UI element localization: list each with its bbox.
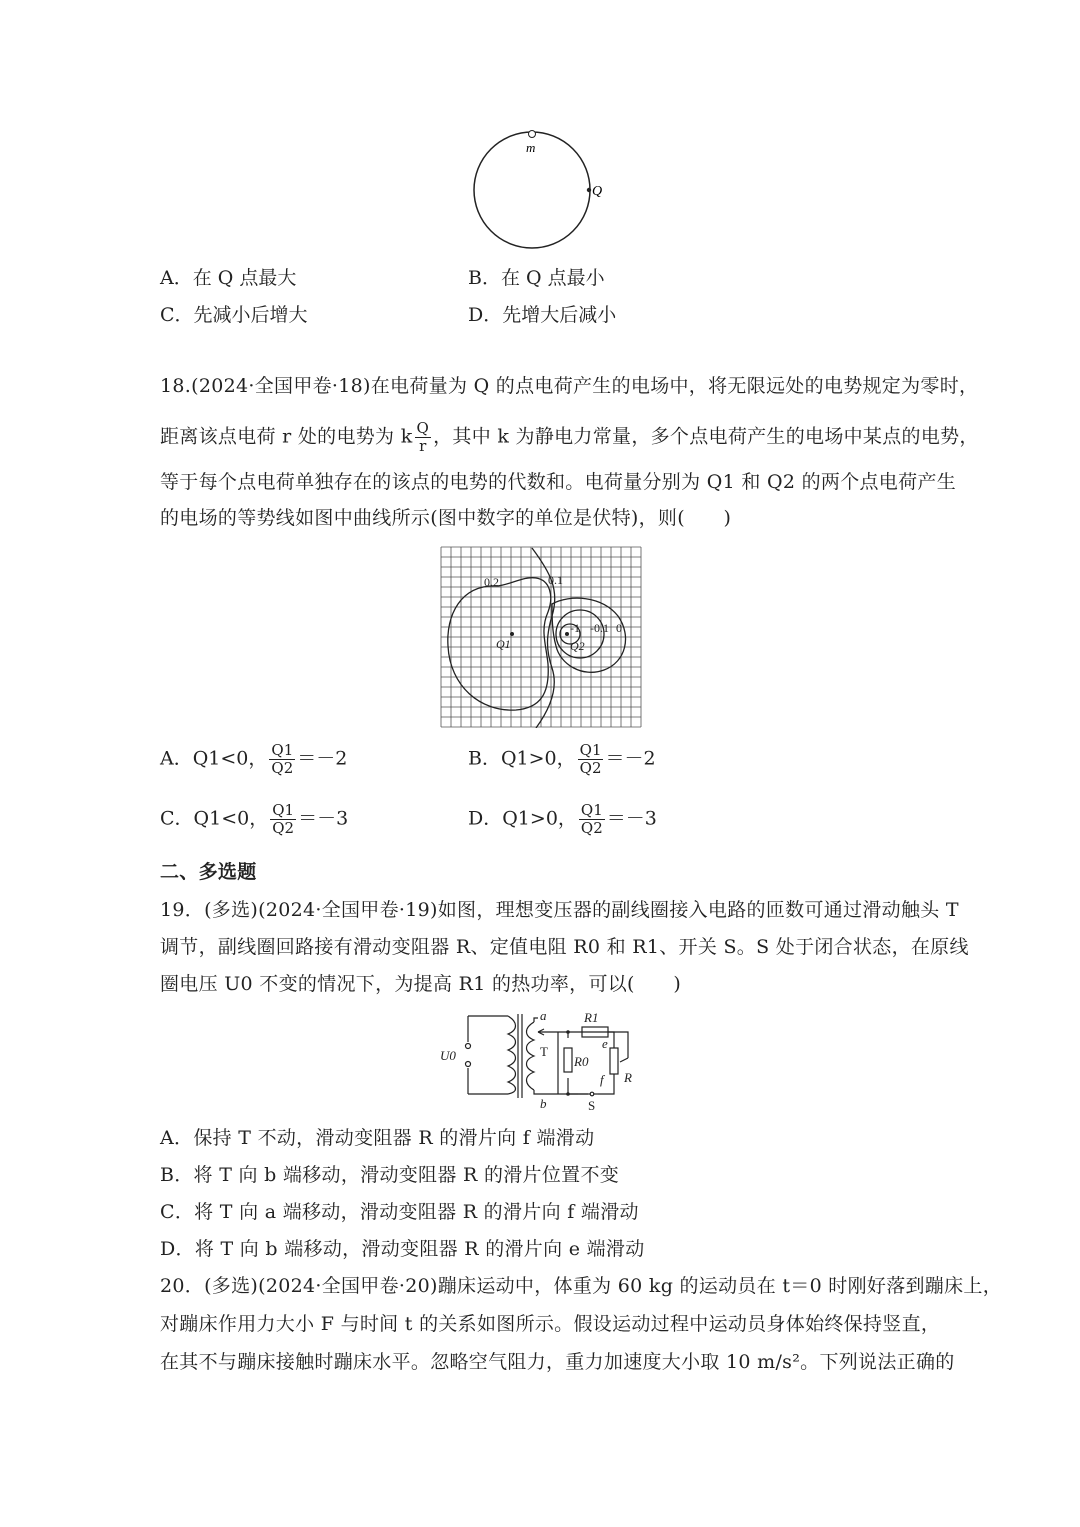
label-U0: U0	[440, 1048, 456, 1063]
q20-line-1: 20．(多选)(2024·全国甲卷·20)蹦床运动中，体重为 60 kg 的运动员在 t＝0 时刚好落到蹦床上，	[160, 1275, 1003, 1297]
q19-option-a[interactable]: A．保持 T 不动，滑动变阻器 R 的滑片向 f 端滑动	[160, 1127, 595, 1149]
q20-line-2: 对蹦床作用力大小 F 与时间 t 的关系如图所示。假设运动过程中运动员身体始终保持竖直，	[160, 1313, 941, 1335]
q18-c-pre: C．Q1<0，	[160, 807, 269, 830]
label-b: b	[540, 1096, 547, 1111]
q18-d-post: ＝－3	[606, 807, 657, 830]
primary-wire	[468, 1016, 508, 1094]
q18-d-frac	[579, 802, 605, 837]
label-a: a	[540, 1008, 547, 1023]
q18-a-pre: A．Q1<0，	[160, 747, 268, 770]
q18-option-b[interactable]	[468, 742, 656, 777]
q18-c-den: Q2	[272, 819, 295, 837]
q18-line-2	[160, 420, 979, 455]
primary-coil	[508, 1016, 516, 1094]
section-heading: 二、多选题	[160, 861, 257, 883]
q18-b-frac	[578, 742, 604, 777]
q18-b-pre: B．Q1>0，	[468, 747, 576, 770]
q17-option-d[interactable]: D．先增大后减小	[468, 304, 617, 326]
label-R1: R1	[584, 1010, 599, 1025]
q18-c-num: Q1	[272, 801, 295, 819]
label-m: m	[526, 140, 536, 155]
resistor-R	[610, 1048, 618, 1074]
q19-option-d[interactable]: D．将 T 向 b 端移动，滑动变阻器 R 的滑片向 e 端滑动	[160, 1238, 645, 1260]
frac-den: r	[419, 437, 427, 455]
q18-line-2b: ，其中 k 为静电力常量，多个点电荷产生的电场中某点的电势，	[433, 425, 979, 448]
q19-line-1: 19．(多选)(2024·全国甲卷·19)如图，理想变压器的副线圈接入电路的匝数可通过滑动触头 T	[160, 899, 959, 921]
q18-a-post: ＝－2	[297, 747, 348, 770]
label-f: f	[600, 1072, 604, 1087]
q18-line-1: 18.(2024·全国甲卷·18)在电荷量为 Q 的点电荷产生的电场中，将无限远处的电势规定为零时，	[160, 375, 979, 397]
label-0.2: 0.2	[484, 575, 499, 589]
core	[518, 1014, 522, 1098]
q18-fraction	[415, 420, 432, 455]
point-m	[529, 131, 536, 138]
transformer-circuit	[438, 1008, 648, 1116]
q17-option-a[interactable]: A．在 Q 点最大	[160, 267, 297, 289]
equipotential-0-right	[552, 598, 626, 672]
label-T: T	[540, 1044, 548, 1059]
grid	[441, 547, 641, 727]
label-0.1: 0.1	[548, 573, 563, 587]
q17-option-b[interactable]: B．在 Q 点最小	[468, 267, 605, 289]
q19-option-c[interactable]: C．将 T 向 a 端移动，滑动变阻器 R 的滑片向 f 端滑动	[160, 1201, 639, 1223]
q18-d-den: Q2	[580, 819, 603, 837]
q18-a-num: Q1	[271, 741, 294, 759]
resistor-R0	[564, 1048, 572, 1072]
circle-figure	[470, 128, 610, 254]
label-Q: Q	[592, 184, 603, 199]
q18-line-4: 的电场的等势线如图中曲线所示(图中数字的单位是伏特)，则( )	[160, 507, 732, 529]
q18-b-den: Q2	[579, 759, 602, 777]
secondary-coil	[527, 1022, 535, 1090]
q18-c-post: ＝－3	[298, 807, 349, 830]
q18-line-3: 等于每个点电荷单独存在的该点的电势的代数和。电荷量分别为 Q1 和 Q2 的两个点电荷产生	[160, 471, 956, 493]
label-R: R	[624, 1070, 632, 1085]
label-Q1: Q1	[496, 637, 511, 651]
charge-Q1	[510, 632, 514, 636]
label-0: 0	[616, 621, 622, 635]
q18-line-2a: 距离该点电荷 r 处的电势为 k	[160, 425, 413, 448]
label-e: e	[602, 1036, 608, 1051]
q18-a-den: Q2	[271, 759, 294, 777]
equipotential-figure	[440, 546, 642, 728]
q18-c-frac	[270, 802, 296, 837]
q20-line-3: 在其不与蹦床接触时蹦床水平。忽略空气阻力，重力加速度大小取 10 m/s²。下列说法正确的	[160, 1351, 955, 1373]
label-R0: R0	[574, 1054, 589, 1069]
q17-option-c[interactable]: C．先减小后增大	[160, 304, 308, 326]
q18-option-c[interactable]	[160, 802, 348, 837]
q18-d-num: Q1	[580, 801, 603, 819]
q19-line-2: 调节，副线圈回路接有滑动变阻器 R、定值电阻 R0 和 R1、开关 S。S 处于闭合状态，在原线	[160, 936, 969, 958]
q18-option-a[interactable]	[160, 742, 347, 777]
q18-b-num: Q1	[579, 741, 602, 759]
q19-option-b[interactable]: B．将 T 向 b 端移动，滑动变阻器 R 的滑片位置不变	[160, 1164, 620, 1186]
label-minus-0.1: -0.1	[590, 621, 609, 635]
charge-Q2	[565, 632, 569, 636]
point-Q	[587, 188, 591, 192]
q18-a-frac	[269, 742, 295, 777]
label-Q2: Q2	[570, 639, 585, 653]
frac-num: Q	[416, 419, 430, 437]
q19-line-3: 圈电压 U0 不变的情况下，为提高 R1 的热功率，可以( )	[160, 973, 682, 995]
label-minus-1: -1	[570, 621, 580, 635]
q18-d-pre: D．Q1>0，	[468, 807, 577, 830]
q18-option-d[interactable]	[468, 802, 657, 837]
label-S: S	[588, 1098, 596, 1113]
q18-b-post: ＝－2	[605, 747, 656, 770]
